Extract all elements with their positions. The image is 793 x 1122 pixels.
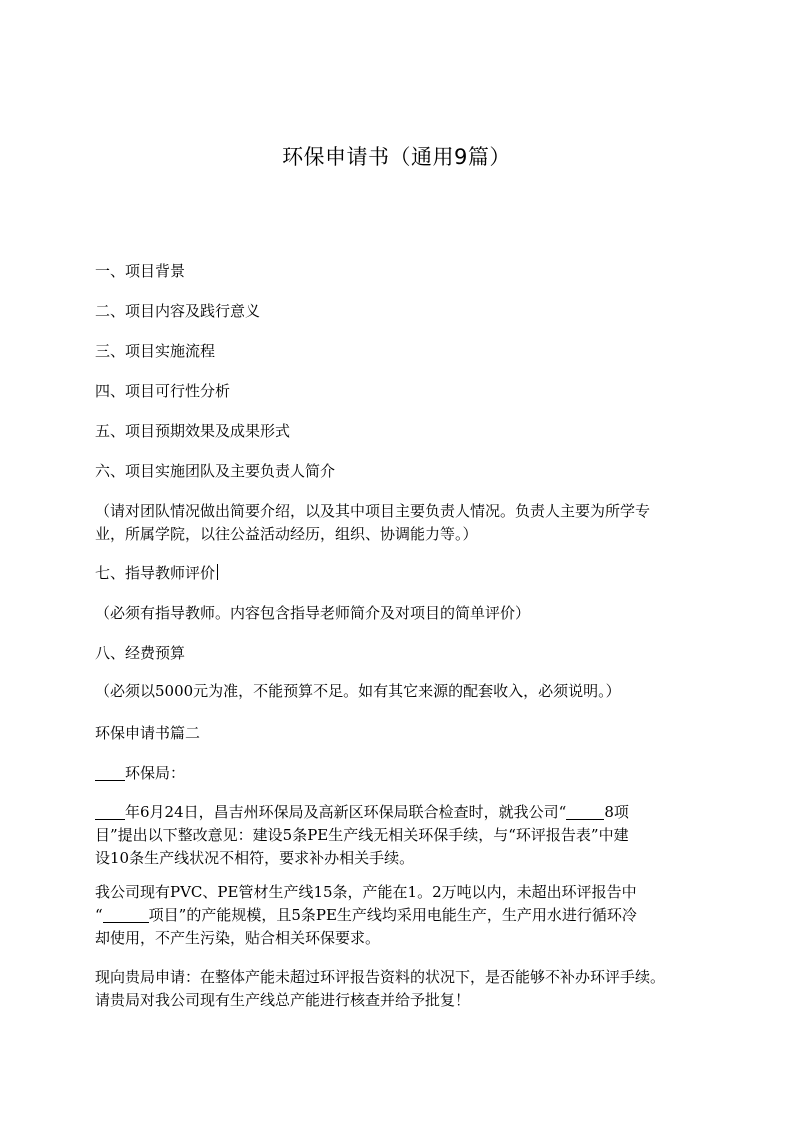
heading-team: 六、项目实施团队及主要负责人简介 bbox=[95, 462, 336, 480]
page-title: 环保申请书（通用9篇） bbox=[282, 145, 511, 169]
blank-underline[interactable] bbox=[566, 804, 604, 820]
heading-project-background: 一、项目背景 bbox=[95, 262, 186, 280]
heading-expected-results: 五、项目预期效果及成果形式 bbox=[95, 422, 291, 440]
heading-project-process: 三、项目实施流程 bbox=[95, 342, 216, 360]
paragraph-1-line-1 bbox=[95, 801, 715, 824]
paragraph-2-text: 项目”的产能规模，且5条PE生产线均采用电能生产，生产用水进行循环冷 bbox=[148, 906, 637, 924]
heading-budget: 八、经费预算 bbox=[95, 644, 186, 662]
heading-teacher-evaluation-text: 七、指导教师评价 bbox=[95, 564, 216, 582]
paragraph-1-text-b: 8项 bbox=[604, 803, 629, 821]
note-team-line-2: 业，所属学院，以往公益活动经历，组织、协调能力等。） bbox=[95, 525, 478, 543]
paragraph-1-text-a: 年6月24日，昌吉州环保局及高新区环保局联合检查时，就我公司“ bbox=[125, 803, 567, 821]
text-cursor bbox=[217, 564, 218, 580]
paragraph-1-line-2: 目”提出以下整改意见：建设5条PE生产线无相关环保手续，与“环评报告表”中建 bbox=[95, 826, 629, 844]
paragraph-1-line-3: 设10条生产线状况不相符，要求补办相关手续。 bbox=[95, 849, 415, 867]
heading-teacher-evaluation[interactable] bbox=[95, 562, 715, 585]
paragraph-2-line-1: 我公司现有PVC、PE管材生产线15条，产能在1。2万吨以内，未超出环评报告中 bbox=[95, 883, 637, 901]
section-2-heading: 环保申请书篇二 bbox=[95, 724, 201, 742]
blank-underline[interactable] bbox=[95, 804, 125, 820]
paragraph-3-line-1: 现向贵局申请：在整体产能未超过环评报告资料的状况下，是否能够不补办环评手续。 bbox=[95, 968, 666, 986]
paragraph-3-line-2: 请贵局对我公司现有生产线总产能进行核查并给予批复！ bbox=[95, 991, 471, 1009]
blank-underline[interactable] bbox=[103, 907, 149, 923]
heading-project-content: 二、项目内容及践行意义 bbox=[95, 302, 261, 320]
paragraph-2-line-2 bbox=[95, 904, 715, 927]
paragraph-2-quote: “ bbox=[95, 906, 103, 924]
heading-feasibility: 四、项目可行性分析 bbox=[95, 382, 231, 400]
note-teacher: （必须有指导教师。内容包含指导老师简介及对项目的简单评价） bbox=[95, 604, 531, 622]
note-team-line-1: （请对团队情况做出简要介绍，以及其中项目主要负责人情况。负责人主要为所学专 bbox=[95, 502, 651, 520]
note-budget: （必须以5000元为准，不能预算不足。如有其它来源的配套收入，必须说明。） bbox=[95, 682, 621, 700]
blank-underline[interactable] bbox=[95, 765, 125, 781]
addressee-line bbox=[95, 762, 715, 785]
addressee-text: 环保局： bbox=[125, 764, 186, 782]
paragraph-2-line-3: 却使用，不产生污染，贴合相关环保要求。 bbox=[95, 929, 381, 947]
